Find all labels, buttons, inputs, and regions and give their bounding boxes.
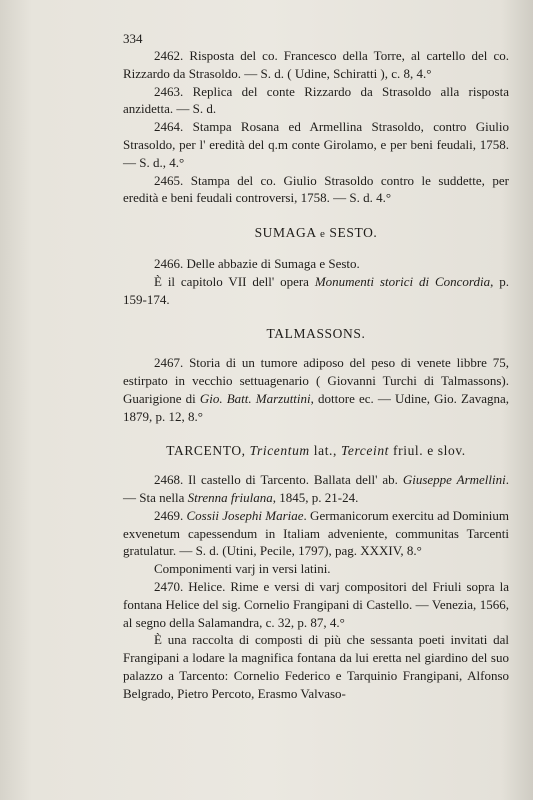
heading-sumaga-main: SUMAGA xyxy=(254,225,316,241)
heading-tarcento-friulian: Terceint xyxy=(340,443,390,459)
page-number: 334 xyxy=(123,31,143,46)
entry-2470: 2470. Helice. Rime e versi di varj compositori del Friuli sopra la fontana Helice del sig. Cornelio Frangipani di Castello. — Venezia, 1566, al segno della Salamandra, c. 32, p. 87, 4.° xyxy=(123,578,509,630)
note-2466-end: , p. 159-174. xyxy=(123,273,509,307)
note-2470: È una raccolta di composti di più che sessanta poeti invitati dal Frangipani a lodare la magnifica fontana da lui eretta nel giardino del suo palazzo a Tarcento: Cornelio Federico e Tarquinio Frangipani, Alfonso Belgrado, Pietro Percoto, Erasmo Valvaso- xyxy=(123,632,509,701)
entry-2462: 2462. Risposta del co. Francesco della Torre, al cartello del co. Rizzardo da Strasoldo. — S. d. ( Udine, Schiratti ), c. 8, 4.° xyxy=(123,48,509,81)
entry-2469-author: Cossii Josephi Mariae xyxy=(186,507,304,523)
section-heading-talmassons: TALMASSONS. xyxy=(266,326,366,342)
entry-2466: 2466. Delle abbazie di Sumaga e Sesto. xyxy=(154,255,360,271)
entry-2468-source: Strenna friulana xyxy=(187,489,273,505)
entry-2463: 2463. Replica del conte Rizzardo da Strasoldo alla risposta anzidetta. — S. d. xyxy=(123,83,509,117)
note-2469: Componimenti varj in versi latini. xyxy=(154,561,331,577)
entry-2468-b: . — Sta nella xyxy=(123,472,509,505)
entry-2468-author: Giuseppe Armellini xyxy=(402,472,506,488)
entry-2464: 2464. Stampa Rosana ed Armellina Strasoldo, contro Giulio Strasoldo, per l' eredità del q.m conte Girolamo, e per beni feudali, 1758. — S. d., 4.° xyxy=(123,119,509,170)
entry-2467-a: 2467. Storia di un tumore adiposo del peso di venete libbre 75, estirpato in vecchio settuagenario ( Giovanni Turchi di Talmassons). Guarigione di xyxy=(123,355,509,406)
entry-2465: 2465. Stampa del co. Giulio Strasoldo contro le suddette, per eredità e beni feudali controversi, 1758. — S. d. 4.° xyxy=(123,172,509,206)
heading-tarcento-b: lat., xyxy=(309,443,341,459)
entry-2467-b: , dottore ec. — Udine, Gio. Zavagna, 1879, p. 12, 8.° xyxy=(123,390,510,424)
note-2466-title: Monumenti storici di Concordia xyxy=(314,273,491,289)
heading-tarcento-latin: Tricentum xyxy=(249,443,310,459)
note-2466-start: È il capitolo VII dell' opera xyxy=(154,273,315,289)
entry-2468-a: 2468. Il castello di Tarcento. Ballata dell' ab. xyxy=(154,472,403,488)
heading-tarcento-c: friul. e slov. xyxy=(389,443,466,459)
page-body xyxy=(123,47,509,703)
section-heading-tarcento xyxy=(123,442,509,460)
heading-sumaga-conj: e xyxy=(319,228,326,241)
note-2466 xyxy=(123,273,509,309)
entry-2468-c: , 1845, p. 21-24. xyxy=(272,489,359,505)
heading-tarcento-a: TARCENTO, xyxy=(166,443,250,459)
section-heading-sumaga xyxy=(123,224,509,244)
entry-2469 xyxy=(123,507,509,560)
entry-2468 xyxy=(123,471,509,507)
entry-2469-b: . Germanicorum exercitu ad Dominium exvenetum capessendum in Italiam adveniente, communitas Tarcenti gratulatur. — S. d. (Utini, Pecile, 1797), pag. XXXIV, 8.° xyxy=(123,507,510,559)
entry-2469-a: 2469. xyxy=(154,507,187,523)
entry-2467-author: Gio. Batt. Marzuttini xyxy=(199,390,311,406)
heading-sumaga-end: SESTO. xyxy=(329,225,378,241)
entry-2467 xyxy=(123,354,509,425)
